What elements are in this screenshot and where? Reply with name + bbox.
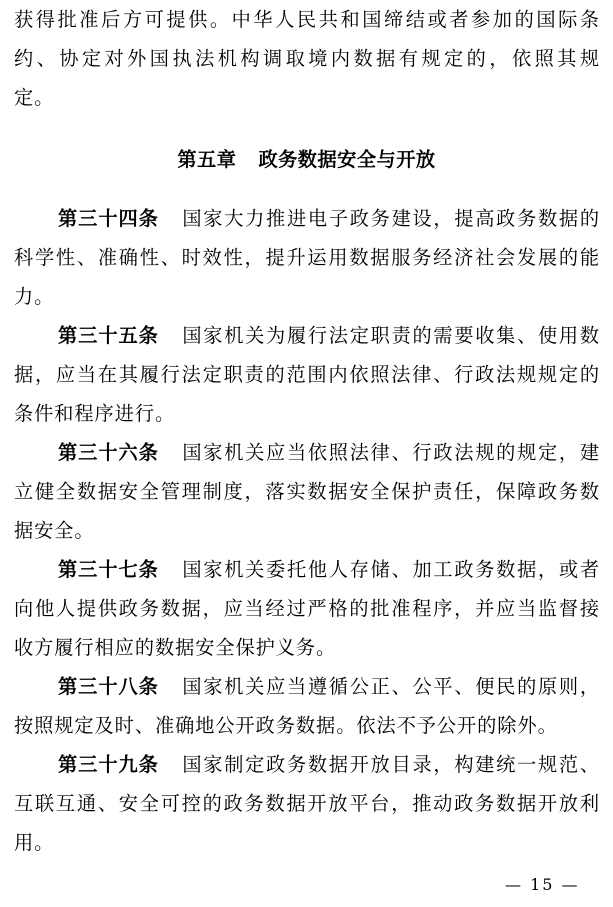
article-34-line-3: 力。 xyxy=(14,285,55,308)
article-34-line-1 xyxy=(58,207,600,231)
article-36-line-3: 据安全。 xyxy=(14,519,95,542)
continuation-line-2: 约、协定对外国执法机构调取境内数据有规定的，依照其规 xyxy=(14,47,600,70)
article-39-line-1 xyxy=(58,753,600,777)
article-text: 国家机关应当遵循公正、公平、便民的原则， xyxy=(182,675,600,698)
page-number: — 15 — xyxy=(505,875,580,894)
article-35-line-1 xyxy=(58,324,600,348)
article-text: 国家机关委托他人存储、加工政务数据，或者 xyxy=(182,558,600,581)
article-37-line-2: 向他人提供政务数据，应当经过严格的批准程序，并应当监督接 xyxy=(14,597,600,620)
article-36-line-2: 立健全数据安全管理制度，落实数据安全保护责任，保障政务数 xyxy=(14,480,600,503)
article-38-line-1 xyxy=(58,675,600,699)
article-37-line-1 xyxy=(58,558,600,582)
article-label: 第三十八条 xyxy=(58,675,159,698)
article-37-line-3: 收方履行相应的数据安全保护义务。 xyxy=(14,636,337,659)
article-39-line-3: 用。 xyxy=(14,831,55,854)
article-text: 国家大力推进电子政务建设，提高政务数据的 xyxy=(182,207,600,230)
article-38-line-2: 按照规定及时、准确地公开政务数据。依法不予公开的除外。 xyxy=(14,714,558,737)
continuation-line-3: 定。 xyxy=(14,86,55,109)
article-label: 第三十九条 xyxy=(58,753,159,776)
article-label: 第三十四条 xyxy=(58,207,159,230)
chapter-number: 第五章 xyxy=(177,148,237,171)
chapter-heading xyxy=(0,148,613,172)
article-text: 国家制定政务数据开放目录，构建统一规范、 xyxy=(182,753,600,776)
article-35-line-3: 条件和程序进行。 xyxy=(14,402,176,425)
article-text: 国家机关为履行法定职责的需要收集、使用数 xyxy=(182,324,600,347)
chapter-title: 政务数据安全与开放 xyxy=(258,148,436,171)
continuation-line-1: 获得批准后方可提供。中华人民共和国缔结或者参加的国际条 xyxy=(14,8,600,31)
article-35-line-2: 据，应当在其履行法定职责的范围内依照法律、行政法规规定的 xyxy=(14,363,600,386)
article-39-line-2: 互联互通、安全可控的政务数据开放平台，推动政务数据开放利 xyxy=(14,792,600,815)
article-label: 第三十五条 xyxy=(58,324,159,347)
article-text: 国家机关应当依照法律、行政法规的规定，建 xyxy=(182,441,600,464)
article-36-line-1 xyxy=(58,441,600,465)
article-label: 第三十六条 xyxy=(58,441,159,464)
article-34-line-2: 科学性、准确性、时效性，提升运用数据服务经济社会发展的能 xyxy=(14,246,600,269)
article-label: 第三十七条 xyxy=(58,558,159,581)
